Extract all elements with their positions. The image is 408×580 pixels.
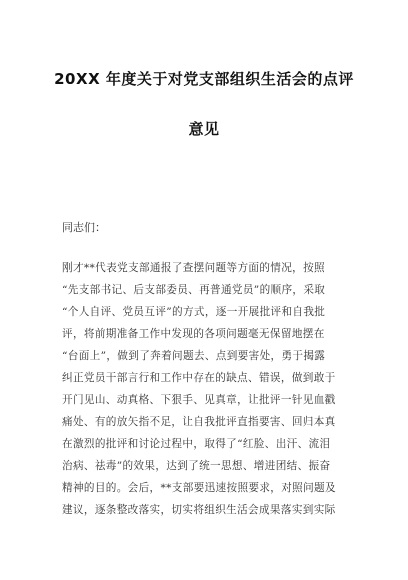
body-line: 在激烈的批评和讨论过程中，取得了“红脸、出汗、流泪: [62, 438, 331, 450]
body-line: 建议，逐条整改落实，切实将组织生活会成果落实到实际: [62, 504, 336, 516]
body-paragraph: [62, 257, 346, 521]
body-line: 评，将前期准备工作中发现的各项问题毫无保留地摆在: [62, 328, 325, 340]
body-line: “先支部书记、后支部委员、再普通党员”的顺序，采取: [62, 284, 326, 296]
body-line: 开门见山、动真格、下狠手、见真章，让批评一针见血戳: [62, 394, 336, 406]
body-line: “台面上”，做到了奔着问题去、点到要害处，勇于揭露: [62, 350, 326, 362]
greeting: 同志们：: [62, 221, 106, 234]
body-line: “个人自评、党员互评”的方式，逐一开展批评和自我批: [62, 306, 326, 318]
document-title-line-2: 意见: [188, 120, 220, 138]
body-line: 痛处、有的放矢指不足，让自我批评直指要害、回归本真: [62, 416, 336, 428]
body-line: 精神的目的。会后，**支部要迅速按照要求，对照问题及: [62, 482, 336, 494]
body-line: 纠正党员干部言行和工作中存在的缺点、错误，做到敢于: [62, 372, 336, 384]
body-line: 刚才**代表党支部通报了查摆问题等方面的情况，按照: [62, 262, 325, 274]
document-title-line-1: 20XX 年度关于对党支部组织生活会的点评: [54, 70, 354, 88]
body-line: 治病、祛毒”的效果，达到了统一思想、增进团结、振奋: [62, 460, 331, 472]
